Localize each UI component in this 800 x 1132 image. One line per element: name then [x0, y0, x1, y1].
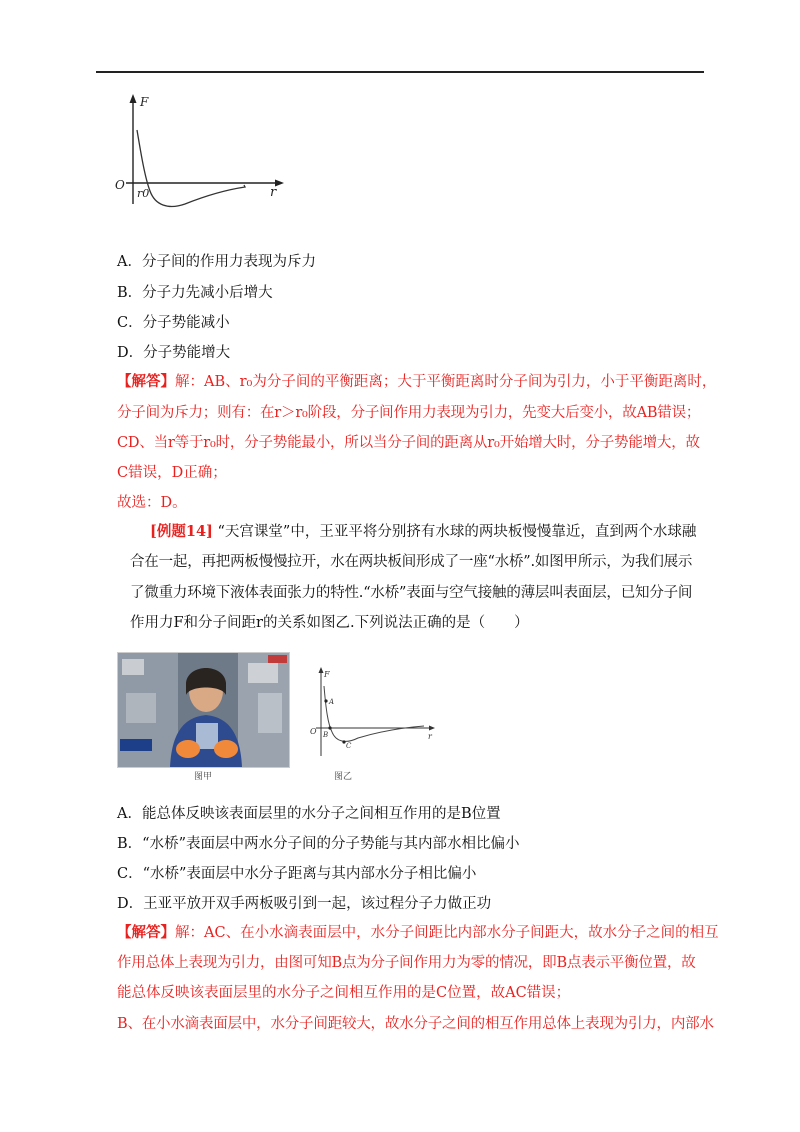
q14-answer-line-3: 能总体反映该表面层里的水分子之间相互作用的是C位置，故AC错误；	[117, 985, 571, 1001]
q14-stem-line-3: 了微重力环境下液体表面张力的特性.“水桥”表面与空气接触的薄层叫表面层，已知分子间	[130, 585, 693, 601]
q14-option-b: B．“水桥”表面层中两水分子间的分子势能与其内部水相比偏小	[117, 836, 520, 852]
q14-option-c: C．“水桥”表面层中水分子距离与其内部水分子相比偏小	[117, 866, 477, 882]
q14-option-d: D．王亚平放开双手两板吸引到一起，该过程分子力做正功	[117, 896, 492, 912]
q13-answer-tag: 【解答】	[117, 373, 175, 390]
q13-answer-line-2: 分子间为斥力；则有：在r＞r₀阶段，分子间作用力表现为引力，先变大后变小，故AB错误；	[117, 405, 701, 421]
r0-label: r0	[137, 187, 150, 200]
q14-stem-line-4: 作用力F和分子间距r的关系如图乙.下列说法正确的是（ ）	[130, 615, 529, 631]
q14-tag: [例题14]	[150, 523, 213, 540]
origin-label: O	[310, 727, 317, 736]
point-b	[328, 726, 331, 729]
point-a	[324, 699, 327, 702]
q14-option-a: A．能总体反映该表面层里的水分子之间相互作用的是B位置	[117, 806, 501, 822]
x-axis-arrow	[275, 180, 284, 187]
point-c-label: C	[346, 742, 352, 750]
q14-stem-text-1: “天宫课堂”中，王亚平将分别挤有水球的两块板慢慢靠近，直到两个水球融	[217, 524, 697, 540]
q13-answer-line-5: 故选：D。	[117, 495, 187, 511]
origin-label: O	[115, 178, 125, 192]
q13-answer-line-3: CD、当r等于r₀时，分子势能最小，所以当分子间的距离从r₀开始增大时，分子势能增大，故	[117, 435, 700, 451]
x-axis-arrow	[429, 726, 435, 731]
point-b-label: B	[323, 731, 329, 739]
q13-option-a: A．分子间的作用力表现为斥力	[117, 254, 316, 270]
y-axis-arrow	[319, 667, 324, 673]
q14-stem-line-2: 合在一起，再把两板慢慢拉开，水在两块板间形成了一座“水桥”.如图甲所示，为我们展示	[130, 554, 693, 570]
q13-answer-line-4: C错误，D正确；	[117, 465, 227, 481]
force-curve	[137, 130, 245, 206]
q13-option-b: B．分子力先减小后增大	[117, 285, 273, 301]
q13-answer-line-1	[117, 372, 716, 392]
x-axis-label: r	[428, 732, 432, 741]
point-a-label: A	[329, 698, 335, 706]
fig-jia-caption: 图甲	[194, 772, 213, 782]
q14-answer-line-1	[117, 923, 719, 943]
q14-stem-line-1	[150, 522, 696, 542]
force-distance-graph	[110, 92, 290, 212]
q13-option-c: C．分子势能减小	[117, 315, 230, 331]
y-axis-label: F	[324, 670, 330, 679]
q14-answer-line-4: B、在小水滴表面层中，水分子间距较大，故水分子之间的相互作用总体上表现为引力，内部水	[117, 1016, 714, 1032]
x-axis-label: r	[270, 185, 277, 200]
fig-yi-caption: 图乙	[334, 772, 353, 782]
q14-answer-text-1: 解：AC、在小水滴表面层中，水分子间距比内部水分子间距大，故水分子之间的相互	[175, 925, 719, 941]
q13-answer-text-1: 解：AB、r₀为分子间的平衡距离；大于平衡距离时分子间为引力，小于平衡距离时，	[175, 374, 717, 390]
q13-option-d: D．分子势能增大	[117, 345, 231, 361]
header-rule	[96, 71, 704, 73]
q14-answer-tag: 【解答】	[117, 924, 175, 941]
y-axis-arrow	[130, 94, 137, 103]
q14-answer-line-2: 作用总体上表现为引力，由图可知B点为分子间作用力为零的情况，即B点表示平衡位置，故	[117, 955, 696, 971]
y-axis-label: F	[140, 95, 149, 109]
force-distance-graph-2	[306, 664, 438, 764]
tiangong-classroom-photo	[117, 652, 290, 768]
force-curve	[324, 686, 424, 741]
